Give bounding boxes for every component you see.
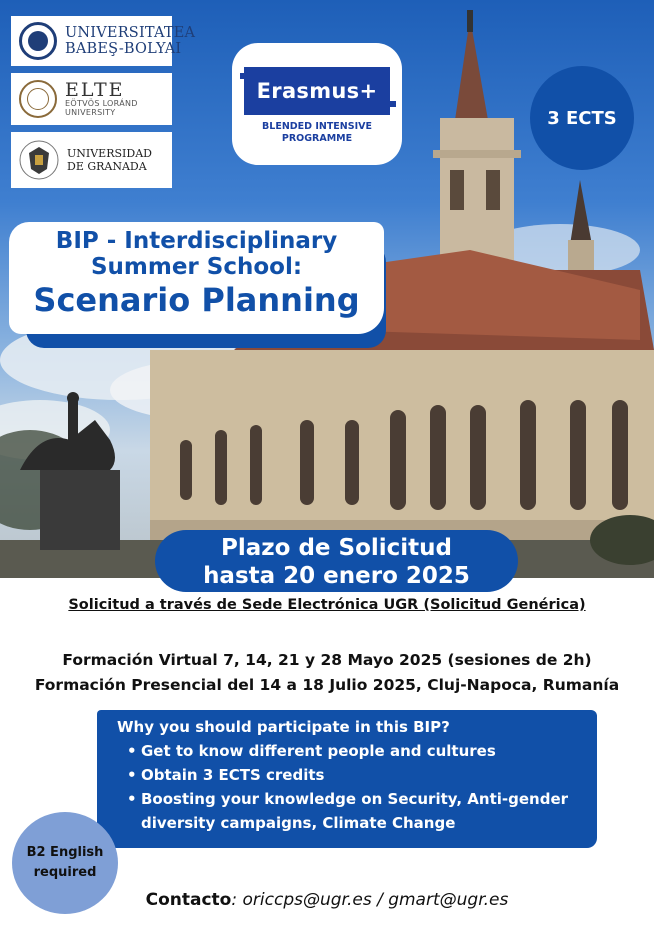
why-item: • Boosting your knowledge on Security, Anti-gender diversity campaigns, Climate Change (127, 787, 597, 835)
ugr-logo (11, 132, 172, 188)
title-line3: Scenario Planning (33, 281, 360, 319)
contact-line (0, 890, 654, 910)
ugr-crest-icon (19, 139, 59, 181)
title-line1: BIP - Interdisciplinary (55, 228, 338, 254)
erasmus-sub2: PROGRAMME (281, 133, 353, 144)
why-item: • Get to know different people and cultures (127, 739, 597, 763)
ects-badge: 3 ECTS (530, 66, 634, 170)
why-heading: Why you should participate in this BIP? (117, 718, 450, 736)
ubb-logo (11, 16, 196, 66)
formacion-virtual: Formación Virtual 7, 14, 21 y 28 Mayo 2025 (sesiones de 2h) (62, 651, 592, 669)
erasmus-logo (232, 43, 402, 165)
ugr-line1: UNIVERSIDAD (67, 147, 152, 160)
why-item: • Obtain 3 ECTS credits (127, 763, 597, 787)
erasmus-word: Erasmus+ (256, 79, 378, 103)
why-box (97, 710, 597, 848)
elte-logo (11, 73, 172, 125)
b2-line1: B2 English (26, 845, 104, 860)
title-box (9, 222, 384, 334)
title-line2: Summer School: (90, 254, 303, 280)
ugr-line2: DE GRANADA (67, 160, 147, 173)
formacion-presencial: Formación Presencial del 14 a 18 Julio 2025, Cluj-Napoca, Rumanía (34, 676, 620, 694)
deadline-line2: hasta 20 enero 2025 (203, 563, 470, 589)
why-list (117, 739, 597, 835)
elte-sub1: EÖTVÖS LORÁND (65, 99, 138, 108)
elte-name: ELTE (65, 79, 125, 101)
deadline-pill (155, 530, 518, 592)
contact-emails[interactable]: : oriccps@ugr.es / gmart@ugr.es (231, 890, 509, 910)
sede-link[interactable]: Solicitud a través de Sede Electrónica UGR (Solicitud Genérica) (68, 597, 586, 613)
ubb-line2: BABEŞ-BOLYAI (65, 41, 182, 57)
ubb-seal-icon (19, 22, 57, 60)
erasmus-band (244, 67, 390, 115)
elte-sub2: UNIVERSITY (65, 108, 116, 117)
b2-line2: required (33, 865, 97, 880)
elte-seal-icon (19, 80, 57, 118)
contact-label: Contacto (145, 890, 232, 910)
ubb-line1: UNIVERSITATEA (65, 25, 196, 41)
deadline-line1: Plazo de Solicitud (220, 535, 452, 561)
formacion-block (0, 648, 654, 698)
erasmus-sub1: BLENDED INTENSIVE (262, 121, 372, 132)
